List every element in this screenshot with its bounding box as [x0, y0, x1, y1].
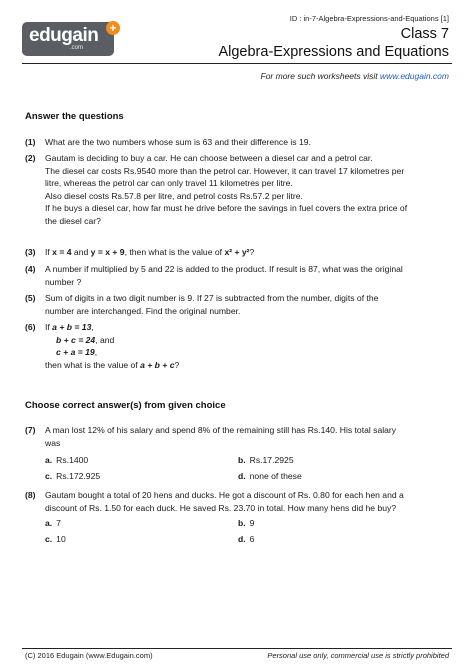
equation: b + c = 24 — [56, 334, 96, 345]
option-text: Rs.17.2925 — [249, 455, 294, 465]
option-text: 9 — [249, 518, 255, 528]
option-letter: a. — [45, 518, 53, 528]
question-number: (2) — [25, 153, 36, 163]
text-run: ? — [249, 247, 255, 257]
question-number: (1) — [25, 137, 36, 147]
equation: a + b + c — [140, 359, 175, 370]
text-run: , — [94, 347, 98, 357]
option-letter: b. — [238, 455, 246, 465]
question-line: A man lost 12% of his salary and spend 8% of the remaining still has Rs.140. His total salary — [45, 425, 397, 435]
question-text: What are the two numbers whose sum is 63 and their difference is 19. — [45, 137, 311, 147]
question-line: Sum of digits in a two digit number is 9. If 27 is subtracted from the number, digits of the — [45, 293, 379, 303]
option-letter: a. — [45, 455, 53, 465]
option-text: Rs.172.925 — [56, 471, 101, 481]
option-c[interactable] — [45, 471, 100, 481]
question-2 — [25, 152, 452, 227]
text-run: , and — [95, 334, 115, 345]
text-run: If — [45, 247, 53, 257]
question-4 — [25, 263, 452, 288]
logo-text: edugain — [29, 25, 99, 46]
expression: x² + y² — [224, 247, 250, 257]
footer-copyright: (C) 2016 Edugain (www.Edugain.com) — [25, 651, 153, 660]
question-line: Gautam is deciding to buy a car. He can choose between a diesel car and a petrol car. — [45, 153, 373, 163]
option-text: 6 — [249, 534, 255, 544]
question-number: (3) — [25, 247, 36, 257]
question-number: (7) — [25, 425, 36, 435]
question-line: A number if multiplied by 5 and 22 is added to the product. If result is 87, what was the original — [45, 264, 403, 274]
question-3 — [25, 246, 452, 259]
more-prefix: For more such worksheets visit — [260, 71, 381, 81]
question-number: (5) — [25, 293, 36, 303]
header-divider — [22, 63, 452, 64]
section-choose-title: Choose correct answer(s) from given choice — [25, 400, 226, 411]
logo-subtext: .com — [70, 45, 84, 51]
worksheet-id: ID : in-7-Algebra-Expressions-and-Equations [1] — [289, 14, 449, 23]
question-8 — [25, 489, 452, 514]
expression: y = x + 9 — [90, 247, 125, 257]
question-7 — [25, 424, 452, 449]
option-b[interactable] — [238, 518, 254, 528]
footer-usage-note: Personal use only, commercial use is strictly prohibited — [267, 651, 449, 660]
section-answer-title: Answer the questions — [25, 111, 124, 122]
edugain-link[interactable]: www.edugain.com — [380, 71, 449, 81]
text-run: If — [45, 322, 53, 332]
option-text: none of these — [249, 471, 302, 481]
option-text: 7 — [56, 518, 61, 528]
question-number: (4) — [25, 264, 36, 274]
expression: x = 4 — [52, 247, 72, 257]
option-d[interactable] — [238, 534, 254, 544]
equation: c + a = 19 — [56, 347, 95, 357]
question-1 — [25, 136, 452, 149]
edugain-logo — [22, 22, 114, 56]
option-text: 10 — [56, 534, 66, 544]
question-line: Also diesel costs Rs.57.8 per litre, and petrol costs Rs.57.2 per litre. — [45, 190, 303, 201]
option-b[interactable] — [238, 455, 294, 465]
text-run: , — [91, 322, 94, 332]
option-c[interactable] — [45, 534, 66, 544]
question-6 — [25, 321, 452, 371]
option-letter: d. — [238, 471, 246, 481]
question-line: The diesel car costs Rs.9540 more than the petrol car. However, it can travel 17 kilometres per — [45, 165, 405, 176]
option-letter: b. — [238, 518, 246, 528]
worksheet-title: Algebra-Expressions and Equations — [218, 44, 449, 60]
question-line: number ? — [45, 276, 82, 287]
question-line: number are interchanged. Find the original number. — [45, 305, 241, 316]
option-a[interactable] — [45, 518, 61, 528]
text-run: and — [71, 247, 91, 257]
option-letter: c. — [45, 471, 53, 481]
text-run: ? — [174, 359, 180, 370]
logo-plus-icon: + — [106, 21, 120, 35]
question-line: If he buys a diesel car, how far must he drive before the savings in fuel covers the extra price of — [45, 203, 408, 213]
question-number: (8) — [25, 490, 36, 500]
more-worksheets-note — [261, 71, 450, 81]
option-letter: c. — [45, 534, 53, 544]
class-label: Class 7 — [400, 26, 449, 42]
text-run: then what is the value of — [45, 359, 141, 370]
option-d[interactable] — [238, 471, 302, 481]
question-line: discount of Rs. 1.50 for each duck. He saved Rs. 23.70 in total. How many hens did he buy? — [45, 502, 397, 513]
option-a[interactable] — [45, 455, 88, 465]
footer-divider — [22, 648, 452, 649]
question-line: the diesel car? — [45, 215, 101, 226]
question-line: litre, whereas the petrol car can only travel 11 kilometres per litre. — [45, 178, 293, 188]
equation: a + b = 13 — [52, 322, 92, 332]
text-run: , then what is the value of — [124, 247, 225, 257]
question-line: Gautam bought a total of 20 hens and ducks. He got a discount of Rs. 0.80 for each hen and a — [45, 490, 404, 500]
question-line: was — [45, 437, 61, 448]
question-number: (6) — [25, 322, 36, 332]
option-text: Rs.1400 — [56, 455, 89, 465]
question-5 — [25, 292, 452, 317]
option-letter: d. — [238, 534, 246, 544]
